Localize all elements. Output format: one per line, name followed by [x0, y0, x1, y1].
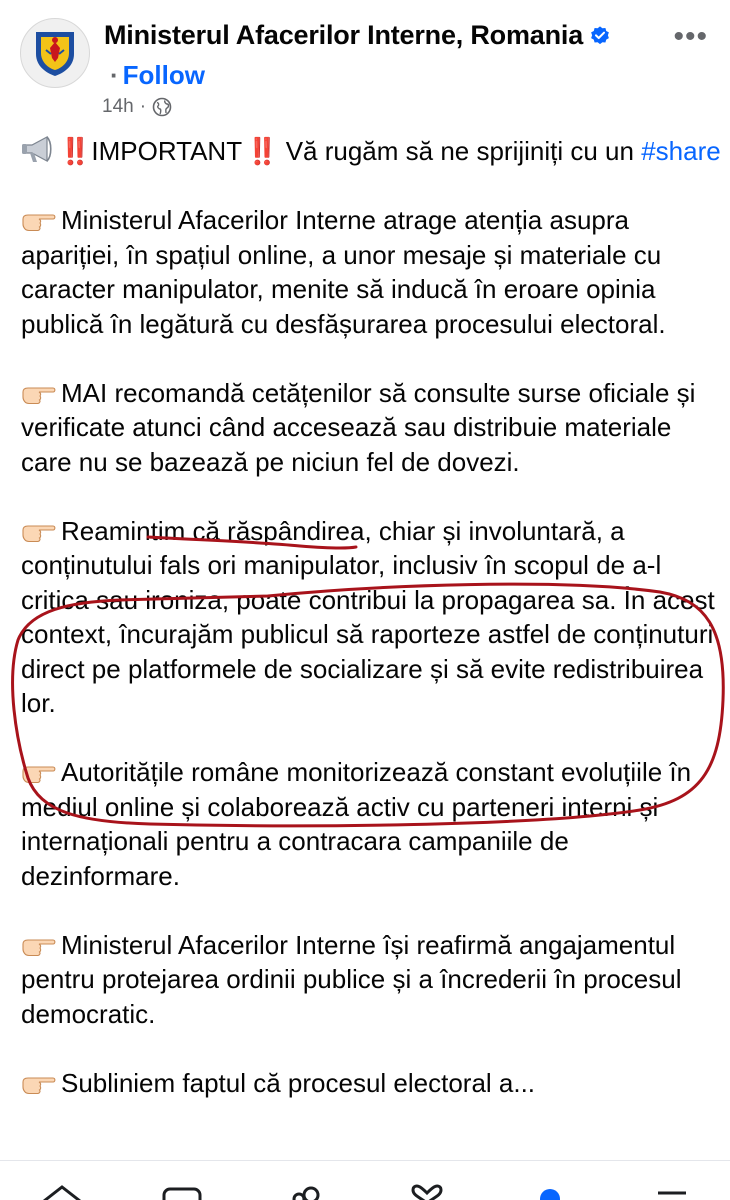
- page-name[interactable]: Ministerul Afacerilor Interne, Romania: [104, 20, 611, 51]
- pointing-hand-icon: [21, 209, 57, 233]
- bottom-navigation-bar: [0, 1160, 730, 1200]
- more-options-button[interactable]: [673, 22, 708, 52]
- follow-row: [110, 60, 205, 91]
- post-timestamp[interactable]: 14h: [102, 96, 134, 117]
- post-intro: [21, 134, 721, 169]
- share-hashtag-link[interactable]: #share: [641, 136, 721, 166]
- post-meta: [102, 96, 172, 118]
- page-avatar[interactable]: [20, 18, 90, 88]
- post-body: [21, 134, 721, 1135]
- pointing-hand-icon: [21, 761, 57, 785]
- post-paragraph-truncated: Subliniem faptul că procesul electoral a...: [21, 1066, 721, 1101]
- post-paragraph: Ministerul Afacerilor Interne își reafirmă angajamentul pentru protejarea ordinii publice și a încrederii în procesul democratic.: [21, 929, 682, 1029]
- friends-icon[interactable]: [285, 1183, 329, 1200]
- pointing-hand-icon: [21, 520, 57, 544]
- more-options-icon: •••: [673, 20, 708, 53]
- post-paragraph: Autoritățile române monitorizează constant evoluțiile în mediul online și colaborează activ cu parteneri interni și internaționali pentru a contracara campaniile de dezinformare.: [21, 757, 692, 891]
- intro-text: Vă rugăm să ne sprijiniți cu un: [278, 136, 642, 166]
- coat-of-arms-icon: [32, 28, 78, 78]
- post-paragraph: MAI recomandă cetățenilor să consulte surse oficiale și verificate atunci când accesează sau distribuie materiale care nu se bazează pe niciun fel de dovezi.: [21, 377, 696, 477]
- post-paragraph-highlighted: Reamintim că răspândirea, chiar și involuntară, a conținutului fals ori manipulator, inclusiv în scopul de a-l critica sau ironiza, poate contribui la propagarea sa. În acest context, încurajăm publicul să raporteze astfel de conținuturi direct pe platformele de socializare și să evite redistribuirea lor.: [21, 515, 715, 718]
- verified-badge-icon: [589, 25, 611, 47]
- pointing-hand-icon: [21, 1072, 57, 1096]
- follow-separator: ·: [110, 60, 119, 90]
- follow-button[interactable]: Follow: [122, 60, 205, 90]
- double-exclamation-icon: ‼️: [246, 136, 276, 166]
- double-exclamation-icon: ‼️: [59, 136, 89, 166]
- video-icon[interactable]: [160, 1183, 204, 1200]
- megaphone-icon: [21, 134, 55, 164]
- menu-icon[interactable]: [650, 1183, 694, 1200]
- notifications-icon[interactable]: [528, 1183, 572, 1200]
- pointing-hand-icon: [21, 382, 57, 406]
- meta-separator: ·: [139, 96, 147, 117]
- globe-icon[interactable]: [152, 97, 172, 117]
- home-icon[interactable]: [40, 1183, 84, 1200]
- pointing-hand-icon: [21, 934, 57, 958]
- heart-icon[interactable]: [405, 1183, 449, 1200]
- post-paragraph: Ministerul Afacerilor Interne atrage atenția asupra apariției, în spațiul online, a unor mesaje și materiale cu caracter manipulator, menite să inducă în eroare opinia publică în legătură cu desfășurarea procesului electoral.: [21, 205, 666, 339]
- important-label: IMPORTANT: [91, 136, 243, 166]
